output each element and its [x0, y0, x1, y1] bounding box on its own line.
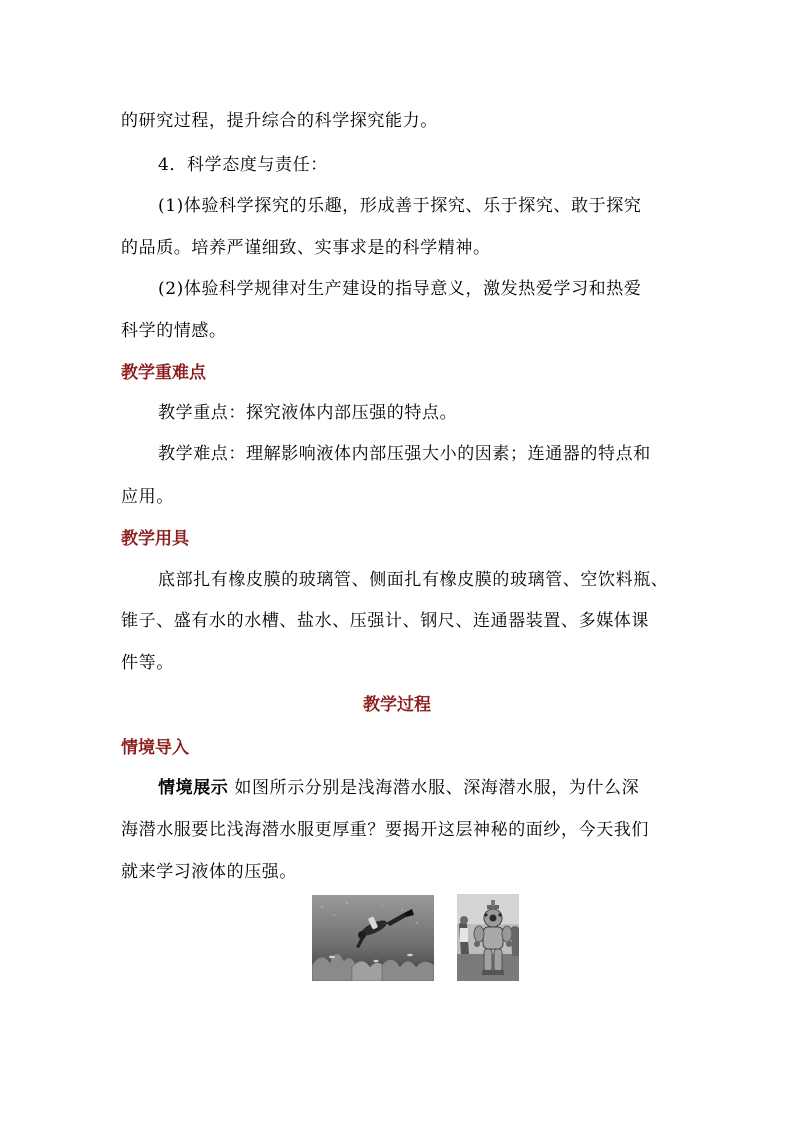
- paragraph-line: 的品质。培养严谨细致、实事求是的科学精神。: [121, 238, 491, 258]
- paragraph-line: 海潜水服要比浅海潜水服更厚重？要揭开这层神秘的面纱，今天我们: [121, 820, 649, 840]
- paragraph-line: 教学重点：探究液体内部压强的特点。: [158, 403, 458, 423]
- paragraph-line: 应用。: [121, 487, 174, 507]
- intro-lead: 情境展示: [158, 778, 229, 798]
- paragraph-line: [158, 773, 639, 798]
- section-heading-tools: 教学用具: [121, 529, 189, 549]
- section-heading-key-points: 教学重难点: [121, 363, 206, 383]
- shallow-diver-photo: [312, 895, 434, 981]
- section-heading-process: 教学过程: [363, 695, 431, 715]
- paragraph-line: 科学的情感。: [121, 321, 227, 341]
- paragraph-line: 的研究过程，提升综合的科学探究能力。: [121, 111, 438, 131]
- intro-text: 如图所示分别是浅海潜水服、深海潜水服，为什么深: [228, 778, 640, 798]
- deep-diving-suit-photo: [457, 894, 519, 981]
- paragraph-line: 就来学习液体的压强。: [121, 862, 297, 882]
- paragraph-line: 教学难点：理解影响液体内部压强大小的因素；连通器的特点和: [158, 444, 651, 464]
- paragraph-line: (2)体验科学规律对生产建设的指导意义，激发热爱学习和热爱: [158, 279, 642, 299]
- paragraph-line: 锥子、盛有水的水槽、盐水、压强计、钢尺、连通器装置、多媒体课: [121, 611, 649, 631]
- paragraph-line: 件等。: [121, 653, 174, 673]
- paragraph-line: (1)体验科学探究的乐趣，形成善于探究、乐于探究、敢于探究: [158, 196, 642, 216]
- list-item-4: 4．科学态度与责任：: [158, 155, 328, 175]
- section-heading-intro: 情境导入: [121, 738, 189, 758]
- paragraph-line: 底部扎有橡皮膜的玻璃管、侧面扎有橡皮膜的玻璃管、空饮料瓶、: [158, 570, 669, 590]
